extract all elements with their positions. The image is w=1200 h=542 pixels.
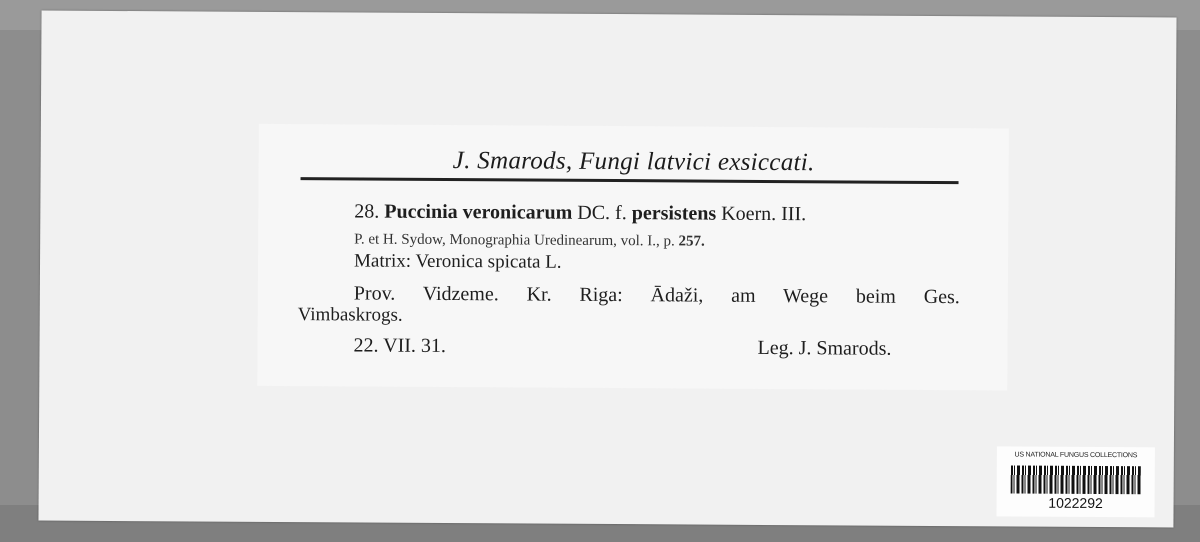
barcode-number: 1022292: [1048, 494, 1103, 512]
reference-line: [354, 231, 705, 250]
collector: Leg. J. Smarods.: [757, 336, 892, 360]
collection-date: 22. VII. 31.: [353, 334, 446, 358]
specimen-label: [257, 124, 1009, 391]
forma-author: Koern. III.: [716, 202, 807, 226]
title-rule: [301, 177, 959, 184]
forma-name: persistens: [631, 202, 717, 225]
herbarium-sheet: [38, 11, 1176, 528]
species-author: DC. f.: [572, 201, 632, 225]
specimen-name-line: [354, 200, 806, 226]
species-name: Puccinia veronicarum: [384, 200, 573, 224]
locality-line-1: Prov. Vidzeme. Kr. Riga: Ādaži, am Wege beim Ges.: [353, 282, 960, 309]
reference-text: P. et H. Sydow, Monographia Uredinearum, vol. I., p.: [354, 231, 679, 250]
locality-line-2: Vimbaskrogs.: [297, 304, 403, 326]
matrix-line: Matrix: Veronica spicata L.: [353, 250, 562, 273]
barcode-caption: US NATIONAL FUNGUS COLLECTIONS: [1014, 451, 1138, 460]
barcode-label: [996, 446, 1154, 517]
reference-page: 257.: [678, 233, 705, 250]
barcode-bars: [1011, 465, 1141, 494]
exsiccata-number: 28.: [354, 200, 380, 223]
label-title: J. Smarods, Fungi latvici exsiccati.: [452, 147, 815, 177]
